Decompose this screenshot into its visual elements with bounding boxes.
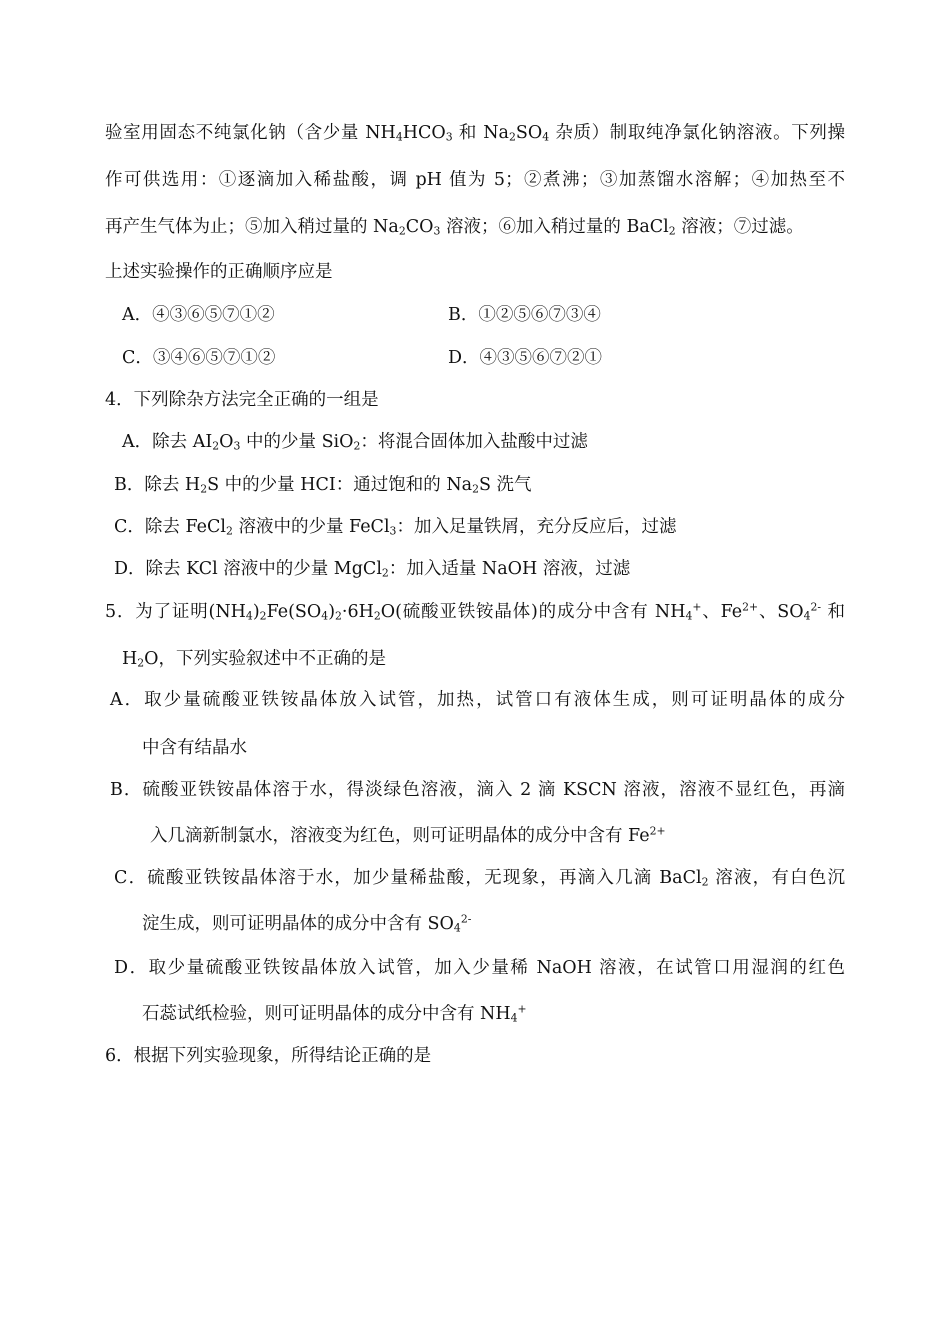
superscript: 2+ bbox=[742, 600, 759, 614]
q3-line-1 bbox=[105, 121, 845, 145]
q3-line-2 bbox=[105, 168, 845, 192]
q3-option-d: D．④③⑤⑥⑦②① bbox=[448, 348, 603, 368]
text: 验室用固态不纯氯化钠（含少量 NH bbox=[105, 123, 396, 143]
q4-option-b bbox=[114, 473, 532, 497]
text: 石蕊试纸检验，则可证明晶体的成分中含有 NH bbox=[142, 1004, 511, 1024]
text: 5．为了证明(NH bbox=[105, 602, 246, 622]
text: B．硫酸亚铁铵晶体溶于水，得淡绿色溶液，滴入 2 滴 KSCN 溶液，溶液不显红色，再滴 bbox=[110, 780, 845, 800]
subscript: 2 bbox=[381, 566, 389, 580]
subscript: 4 bbox=[245, 609, 253, 623]
superscript: 2- bbox=[460, 912, 472, 926]
text: 溶液中的少量 FeCl bbox=[232, 517, 390, 537]
text: A．除去 AI bbox=[122, 432, 213, 452]
q5-option-d-line-1 bbox=[114, 956, 845, 980]
text: 作可供选用：①逐滴加入稀盐酸，调 pH 值为 5；②煮沸；③加蒸馏水溶解；④加热至不 bbox=[105, 170, 845, 190]
superscript: + bbox=[517, 1002, 527, 1016]
text: S 洗气 bbox=[479, 475, 532, 495]
q5-stem-line-2 bbox=[122, 647, 386, 671]
subscript: 3 bbox=[233, 439, 241, 453]
q3-line-4 bbox=[105, 260, 333, 284]
subscript: 4 bbox=[803, 609, 811, 623]
text: ) bbox=[252, 602, 260, 622]
subscript: 2 bbox=[335, 609, 342, 623]
subscript: 3 bbox=[433, 224, 441, 238]
text: ) bbox=[328, 602, 336, 622]
text: S 中的少量 HCI：通过饱和的 Na bbox=[207, 475, 473, 495]
subscript: 2 bbox=[398, 224, 406, 238]
text: O(硫酸亚铁铵晶体)的成分中含有 NH bbox=[380, 602, 686, 622]
subscript: 2 bbox=[701, 875, 709, 889]
q3-line-3 bbox=[105, 215, 804, 239]
text: Fe(SO bbox=[266, 602, 322, 622]
text: C．除去 FeCl bbox=[114, 517, 226, 537]
q5-option-a-line-1 bbox=[110, 688, 845, 712]
subscript: 2 bbox=[137, 656, 145, 670]
superscript: 2+ bbox=[649, 824, 666, 838]
q4-option-d bbox=[114, 557, 630, 581]
q6-stem: 6．根据下列实验现象，所得结论正确的是 bbox=[105, 1046, 432, 1066]
text: O，下列实验叙述中不正确的是 bbox=[144, 649, 387, 669]
text: D．除去 KCl 溶液中的少量 MgCl bbox=[114, 559, 382, 579]
subscript: 2 bbox=[212, 439, 220, 453]
subscript: 4 bbox=[321, 609, 329, 623]
subscript: 4 bbox=[510, 1011, 518, 1025]
text: 溶液；⑦过滤。 bbox=[675, 217, 804, 237]
subscript: 2 bbox=[668, 224, 676, 238]
text: HCO bbox=[402, 123, 446, 143]
subscript: 3 bbox=[445, 130, 453, 144]
text: 和 bbox=[821, 602, 845, 622]
text: 、SO bbox=[758, 602, 804, 622]
subscript: 2 bbox=[225, 524, 233, 538]
subscript: 4 bbox=[542, 130, 550, 144]
q5-option-d-line-2 bbox=[142, 1002, 527, 1026]
superscript: 2- bbox=[810, 600, 822, 614]
text: H bbox=[122, 649, 138, 669]
q3-option-c: C．③④⑥⑤⑦①② bbox=[122, 348, 276, 368]
text: ：加入足量铁屑，充分反应后，过滤 bbox=[396, 517, 677, 537]
text: CO bbox=[405, 217, 434, 237]
subscript: 4 bbox=[685, 609, 693, 623]
q5-option-b-line-2 bbox=[150, 824, 666, 848]
subscript: 4 bbox=[453, 921, 461, 935]
text: 上述实验操作的正确顺序应是 bbox=[105, 262, 333, 282]
q4-option-c bbox=[114, 515, 676, 539]
text: O bbox=[219, 432, 234, 452]
subscript: 2 bbox=[200, 482, 208, 496]
subscript: 2 bbox=[259, 609, 267, 623]
text: 杂质）制取纯净氯化钠溶液。下列操 bbox=[549, 123, 846, 143]
text: 、Fe bbox=[701, 602, 743, 622]
q5-option-b-line-1 bbox=[110, 778, 845, 802]
text: ：将混合固体加入盐酸中过滤 bbox=[360, 432, 588, 452]
text: ·6H bbox=[341, 602, 374, 622]
q5-option-c-line-1 bbox=[114, 866, 845, 890]
text: 溶液；⑥加入稍过量的 BaCl bbox=[440, 217, 669, 237]
text: C．硫酸亚铁铵晶体溶于水，加少量稀盐酸，无现象，再滴入几滴 BaCl bbox=[114, 868, 702, 888]
subscript: 2 bbox=[508, 130, 516, 144]
subscript: 3 bbox=[389, 524, 397, 538]
text: D．取少量硫酸亚铁铵晶体放入试管，加入少量稀 NaOH 溶液，在试管口用湿润的红色 bbox=[114, 958, 845, 978]
text: SO bbox=[515, 123, 543, 143]
text: ：加入适量 NaOH 溶液，过滤 bbox=[388, 559, 631, 579]
text: B．除去 H bbox=[114, 475, 201, 495]
q5-option-c-line-2 bbox=[142, 912, 471, 936]
subscript: 4 bbox=[395, 130, 403, 144]
text: A．取少量硫酸亚铁铵晶体放入试管，加热，试管口有液体生成，则可证明晶体的成分 bbox=[110, 690, 845, 710]
text: 入几滴新制氯水，溶液变为红色，则可证明晶体的成分中含有 Fe bbox=[150, 826, 650, 846]
subscript: 2 bbox=[373, 609, 381, 623]
q3-option-b: B．①②⑤⑥⑦③④ bbox=[448, 305, 601, 325]
text: 溶液，有白色沉 bbox=[708, 868, 846, 888]
q5-stem-line-1 bbox=[105, 600, 845, 624]
subscript: 2 bbox=[472, 482, 479, 496]
text: 中的少量 SiO bbox=[240, 432, 354, 452]
text: 淀生成，则可证明晶体的成分中含有 SO bbox=[142, 914, 454, 934]
subscript: 2 bbox=[353, 439, 361, 453]
q4-option-a bbox=[122, 430, 588, 454]
text: 和 Na bbox=[452, 123, 509, 143]
q3-option-a: A．④③⑥⑤⑦①② bbox=[122, 305, 275, 325]
q5-option-a-line-2: 中含有结晶水 bbox=[142, 738, 247, 758]
superscript: + bbox=[692, 600, 702, 614]
text: 再产生气体为止；⑤加入稍过量的 Na bbox=[105, 217, 399, 237]
q4-stem: 4．下列除杂方法完全正确的一组是 bbox=[105, 390, 379, 410]
